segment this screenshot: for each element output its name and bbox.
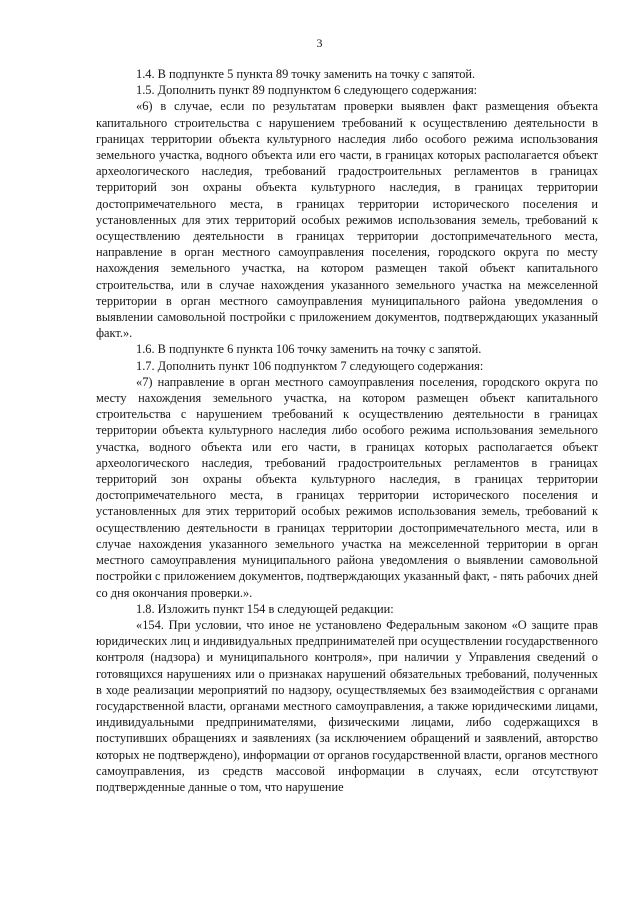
- paragraph-1-5: 1.5. Дополнить пункт 89 подпунктом 6 следующего содержания:: [136, 83, 478, 98]
- paragraph-1-6: 1.6. В подпункте 6 пункта 106 точку заменить на точку с запятой.: [136, 342, 482, 357]
- paragraph-1-8: 1.8. Изложить пункт 154 в следующей редакции:: [136, 601, 394, 616]
- subparagraph-6-text: «6) в случае, если по результатам проверки выявлен факт размещения объекта капитального строительства с нарушением требований к осуществлению деятельности в границах территории объекта культурного наследия либо особого режима использования земельного участка, водного объекта или его части, в границах которых располагается объект археологического наследия, требований градостроительных регламентов в границах территорий зон охраны объекта культурного наследия, в границах территории достопримечательного места, в границах территории исторического поселения и установленных для этих территорий особых режимов использования земель, требований к осуществлению деятельности в границах территории достопримечательного места, направление в орган местного самоуправления поселения, городского округа по месту нахождения земельного участка, на котором размещен такой объект капитального строительства, или в случае нахождения указанного земельного участка на межселенной территории в орган местного самоуправления муниципального района уведомления о выявлении самовольной постройки с приложением документов, подтверждающих указанный факт.».: [96, 99, 598, 341]
- paragraph-1-7: 1.7. Дополнить пункт 106 подпунктом 7 следующего содержания:: [136, 358, 484, 373]
- subparagraph-7-text: «7) направление в орган местного самоуправления поселения, городского округа по месту нахождения земельного участка, на котором размещен объект капитального строительства с нарушением требований к осуществлению деятельности в границах территории объекта культурного наследия либо особого режима использования земельного участка, водного объекта или его части, в границах которых располагается объект археологического наследия, требований градостроительных регламентов в границах территорий зон охраны объекта культурного наследия, в границах территории достопримечательного места, в границах территории исторического поселения и установленных для этих территорий особых режимов использования земель, требований к осуществлению деятельности в границах территории достопримечательного места, или в случае нахождения указанного земельного участка на межселенной территории в орган местного самоуправления муниципального района уведомления о выявлении самовольной постройки с приложением документов, подтверждающих указанный факт, - пять рабочих дней со дня окончания проверки.».: [96, 374, 598, 600]
- document-body: [96, 66, 598, 795]
- paragraph-154-text: «154. При условии, что иное не установлено Федеральным законом «О защите прав юридических лиц и индивидуальных предпринимателей при осуществлении государственного контроля (надзора) и муниципального контроля», при наличии у Управления сведений о готовящихся нарушениях или о признаках нарушений обязательных требований, полученных в ходе реализации мероприятий по надзору, осуществляемых без взаимодействия с органами государственной власти, органами местного самоуправления, а также юридическими лицами, индивидуальными предпринимателями, физическими лицами, либо содержащихся в поступивших обращениях и заявлениях (за исключением обращений и заявлений, авторство которых не подтверждено), информации от органов государственной власти, органов местного самоуправления, из средств массовой информации в случаях, если отсутствуют подтвержденные данные о том, что нарушение: [96, 617, 598, 794]
- page-number: 3: [316, 36, 323, 50]
- paragraph-1-4: 1.4. В подпункте 5 пункта 89 точку заменить на точку с запятой.: [136, 67, 476, 81]
